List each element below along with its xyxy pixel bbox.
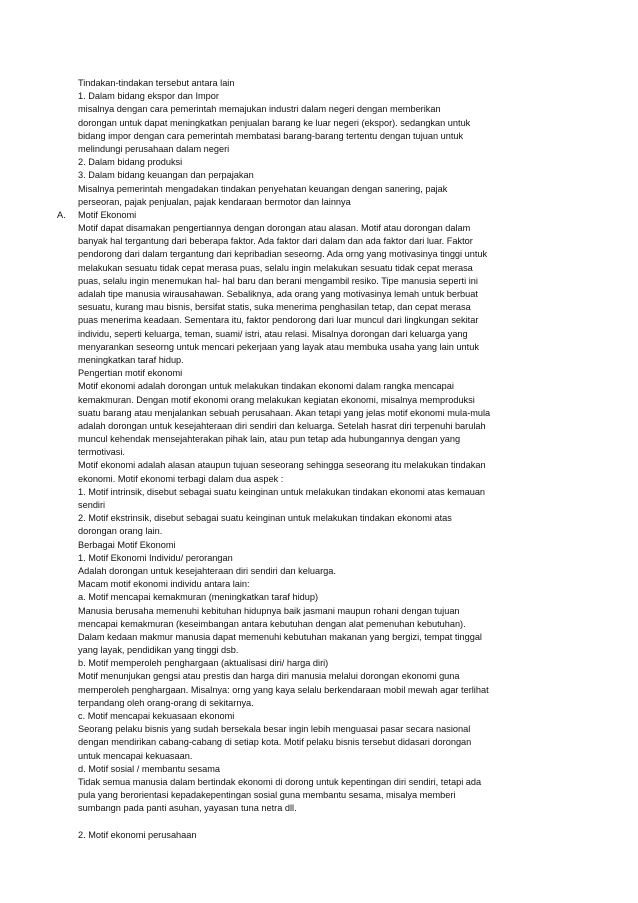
text-line: puas menerima keadaan. Sementara itu, faktor pendorong dari luar muncul dari lingkungan sekitar: [78, 315, 479, 326]
text-line: ekonomi. Motif ekonomi terbagi dalam dua aspek :: [78, 473, 284, 484]
text-line: perseoran, pajak penjualan, pajak kendaraan bermotor dan lainnya: [78, 196, 351, 207]
text-line: 1. Dalam bidang ekspor dan Impor: [78, 91, 219, 102]
text-line: Tindakan-tindakan tersebut antara lain: [78, 78, 235, 88]
text-line: pendorong dari dalam tergantung dari kepribadian seseorng. Ada orng yang motivasinya tinggi untuk: [78, 249, 488, 260]
text-line: a. Motif mencapai kemakmuran (meningkatkan taraf hidup): [78, 592, 319, 603]
text-line: 2. Dalam bidang produksi: [78, 157, 183, 168]
section-heading: [57, 209, 578, 222]
text-line: Dalam kedaan makmur manusia dapat memenuhi kebutuhan makanan yang bergizi, tempat tinggal: [78, 631, 482, 642]
text-line: 1. Motif intrinsik, disebut sebagai suatu keinginan untuk melakukan tindakan ekonomi atas kemauan: [78, 486, 486, 497]
text-line: Tidak semua manusia dalam bertindak ekonomi di dorong untuk kepentingan diri sendiri, tetapi ada: [78, 776, 482, 787]
text-line: d. Motif sosial / membantu sesama: [78, 763, 220, 774]
text-line: menyarankan seseorng untuk mencari pekerjaan yang layak atau membuka usaha yang lain untuk: [78, 341, 479, 352]
text-line: individu, seperti keluarga, teman, suami/ istri, atau relasi. Misalnya dorongan dari keluarga yang: [78, 328, 468, 339]
text-line: pula yang berorientasi kepadakepentingan sosial guna membantu sesama, misalya memberi: [78, 790, 456, 801]
text-line: Motif ekonomi adalah dorongan untuk melakukan tindakan ekonomi dalam rangka mencapai: [78, 381, 454, 392]
subheading: 2. Motif ekonomi perusahaan: [78, 829, 197, 840]
text-line: suatu barang atau menjalankan sebuah perusahaan. Akan tetapi yang jelas motif ekonomi mula-mula: [78, 407, 491, 418]
text-line: Adalah dorongan untuk kesejahteraan diri sendiri dan keluarga.: [78, 565, 336, 576]
heading-title: Motif Ekonomi: [78, 209, 137, 220]
subheading: Berbagai Motif Ekonomi: [78, 539, 176, 550]
text-line: melindungi perusahaan dalam negeri: [78, 143, 230, 154]
text-line: muncul kehendak mensejahterakan pihak lain, atau pun tetap ada hubungannya dengan yang: [78, 434, 461, 445]
text-line: 2. Motif ekstrinsik, disebut sebagai suatu keinginan untuk melakukan tindakan ekonomi atas: [78, 513, 452, 524]
text-line: sendiri: [78, 500, 106, 510]
text-line: adalah dorongan untuk kesejahteraan diri sendiri dan keluarga. Setelah hasrat diri terpenuhi barulah: [78, 420, 486, 431]
text-line: untuk mencapai kekuasaan.: [78, 750, 193, 761]
text-line: memperoleh penghargaan. Misalnya: orng yang kaya selalu berkendaraan mobil mewah agar terlihat: [78, 684, 489, 695]
text-line: Manusia berusaha memenuhi kebituhan hidupnya baik jasmani maupun rohani dengan tujuan: [78, 605, 460, 616]
text-line: Macam motif ekonomi individu antara lain:: [78, 579, 250, 590]
document-body: [57, 77, 578, 842]
text-line: yang layak, pendidikan yang tinggi dsb.: [78, 645, 239, 656]
text-line: meningkatkan taraf hidup.: [78, 354, 184, 365]
text-line: kemakmuran. Dengan motif ekonomi orang melakukan kegiatan ekonomi, misalnya memproduksi: [78, 394, 475, 405]
text-line: bidang impor dengan cara pemerintah membatasi barang-barang tertentu dengan tujuan untuk: [78, 130, 464, 141]
text-line: adalah tipe manusia wirausahawan. Sebaliknya, ada orang yang motivasinya lemah untuk berbuat: [78, 289, 478, 299]
motif-ekonomi-section: [78, 222, 578, 815]
text-line: terpandang oleh orang-orang di sekitarnya.: [78, 697, 254, 708]
blank-line: [78, 816, 578, 829]
text-line: dengan mendirikan cabang-cabang di setiap kota. Motif pelaku bisnis tersebut didasari dorongan: [78, 737, 472, 748]
subheading: Pengertian motif ekonomi: [78, 368, 183, 379]
text-line: Motif dapat disamakan pengertiannya dengan dorongan atau alasan. Motif atau dorongan dalam: [78, 223, 471, 234]
text-line: Misalnya pemerintah mengadakan tindakan penyehatan keuangan dengan sanering, pajak: [78, 183, 448, 194]
text-line: sumbangn pada panti asuhan, yayasan tuna netra dll.: [78, 803, 297, 814]
text-line: b. Motif memperoleh penghargaan (aktualisasi diri/ harga diri): [78, 658, 329, 669]
text-line: melakukan sesuatu tidak cepat merasa puas, selalu ingin melakukan sesuatu tidak cepat merasa: [78, 262, 473, 273]
text-line: dorongan orang lain.: [78, 526, 163, 537]
text-line: 3. Dalam bidang keuangan dan perpajakan: [78, 170, 254, 181]
text-line: puas, selalu ingin menemukan hal- hal baru dan berani mengambil resiko. Tipe manusia seperti ini: [78, 275, 478, 286]
intro-section: [78, 77, 578, 209]
text-line: Seorang pelaku bisnis yang sudah bersekala besar ingin lebih menguasai pasar secara nasional: [78, 724, 471, 735]
text-line: banyak hal tergantung dari beberapa faktor. Ada faktor dari dalam dan ada faktor dari luar. Faktor: [78, 236, 473, 247]
text-line: c. Motif mencapai kekuasaan ekonomi: [78, 711, 235, 721]
text-line: misalnya dengan cara pemerintah memajukan industri dalam negeri dengan memberikan: [78, 104, 441, 115]
text-line: Motif ekonomi adalah alasan ataupun tujuan seseorang sehingga seseorang itu melakukan tindakan: [78, 460, 486, 471]
text-line: mencapai kemakmuran (keseimbangan antara kebutuhan dengan alat pemenuhan kebutuhan).: [78, 618, 466, 629]
text-line: sesuatu, kurang mau bisnis, bersifat statis, suka menerima penghasilan tetap, dan cepat merasa: [78, 302, 471, 313]
text-line: Motif menunjukan gengsi atau prestis dan harga diri manusia melalui dorongan ekonomi guna: [78, 671, 460, 682]
heading-letter: A.: [57, 209, 66, 220]
text-line: 1. Motif Ekonomi Individu/ perorangan: [78, 552, 233, 563]
text-line: dorongan untuk dapat meningkatkan penjualan barang ke luar negeri (ekspor). sedangkan untuk: [78, 117, 471, 128]
text-line: termotivasi.: [78, 447, 125, 458]
